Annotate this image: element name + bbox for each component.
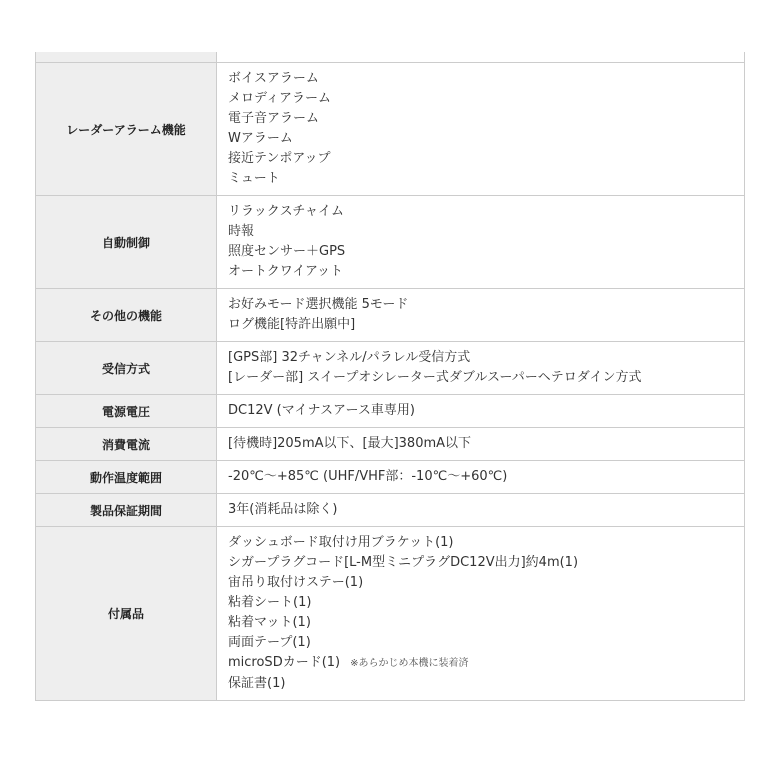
table-row-partial bbox=[36, 52, 745, 63]
spec-line: 保証書(1) bbox=[228, 676, 286, 691]
spec-line: シガープラグコード[L-M型ミニプラグDC12V出力]約4m(1) bbox=[228, 555, 579, 570]
spec-line: 電子音アラーム bbox=[228, 111, 320, 126]
spec-value-current bbox=[217, 428, 745, 461]
spec-label-radar-alarm: レーダーアラーム機能 bbox=[36, 63, 217, 196]
spec-table bbox=[35, 52, 745, 701]
spec-line: 粘着マット(1) bbox=[228, 615, 311, 630]
spec-line: ミュート bbox=[228, 171, 280, 186]
spec-label-current: 消費電流 bbox=[36, 428, 217, 461]
spec-label-warranty: 製品保証期間 bbox=[36, 494, 217, 527]
spec-line: [GPS部] 32チャンネル/パラレル受信方式 bbox=[228, 350, 471, 365]
table-row bbox=[36, 461, 745, 494]
spec-line: [レーダー部] スイープオシレーター式ダブルスーパーヘテロダイン方式 bbox=[228, 370, 642, 385]
spec-label-other-functions: その他の機能 bbox=[36, 289, 217, 342]
spec-value-cell bbox=[217, 52, 745, 63]
spec-value-warranty bbox=[217, 494, 745, 527]
spec-line: 3年(消耗品は除く) bbox=[228, 502, 338, 517]
table-row bbox=[36, 494, 745, 527]
spec-line-microsd bbox=[228, 653, 734, 674]
table-row bbox=[36, 527, 745, 701]
spec-line: [待機時]205mA以下、[最大]380mA以下 bbox=[228, 436, 472, 451]
spec-label-temperature: 動作温度範囲 bbox=[36, 461, 217, 494]
spec-line: リラックスチャイム bbox=[228, 204, 344, 219]
table-row bbox=[36, 395, 745, 428]
spec-line: メロディアラーム bbox=[228, 91, 331, 106]
table-row bbox=[36, 428, 745, 461]
spec-line: ダッシュボード取付け用ブラケット(1) bbox=[228, 535, 454, 550]
spec-line: ボイスアラーム bbox=[228, 71, 319, 86]
spec-label-cell bbox=[36, 52, 217, 63]
spec-line: オートクワイアット bbox=[228, 264, 344, 279]
spec-line: お好みモード選択機能 5モード bbox=[228, 297, 409, 312]
spec-note: ※あらかじめ本機に装着済 bbox=[350, 658, 469, 669]
spec-line-text: microSDカード(1) bbox=[228, 655, 341, 670]
spec-label-reception: 受信方式 bbox=[36, 342, 217, 395]
spec-value-reception bbox=[217, 342, 745, 395]
spec-line: 接近テンポアップ bbox=[228, 151, 331, 166]
spec-line: 宙吊り取付けステー(1) bbox=[228, 575, 364, 590]
spec-line: ログ機能[特許出願中] bbox=[228, 317, 356, 332]
spec-line: 粘着シート(1) bbox=[228, 595, 312, 610]
spec-value-auto-control bbox=[217, 196, 745, 289]
spec-line: -20℃～+85℃ (UHF/VHF部：-10℃～+60℃) bbox=[228, 469, 508, 484]
spec-line: DC12V (マイナスアース車専用) bbox=[228, 403, 415, 418]
spec-value-accessories bbox=[217, 527, 745, 701]
spec-line: 照度センサー＋GPS bbox=[228, 244, 346, 259]
table-row bbox=[36, 289, 745, 342]
spec-value-other-functions bbox=[217, 289, 745, 342]
spec-line: 時報 bbox=[228, 224, 255, 239]
spec-line: 両面テープ(1) bbox=[228, 635, 311, 650]
table-row bbox=[36, 342, 745, 395]
spec-label-auto-control: 自動制御 bbox=[36, 196, 217, 289]
spec-label-accessories: 付属品 bbox=[36, 527, 217, 701]
spec-line: Wアラーム bbox=[228, 131, 293, 146]
spec-value-radar-alarm bbox=[217, 63, 745, 196]
table-row bbox=[36, 196, 745, 289]
spec-value-temperature bbox=[217, 461, 745, 494]
spec-value-voltage bbox=[217, 395, 745, 428]
table-row bbox=[36, 63, 745, 196]
spec-label-voltage: 電源電圧 bbox=[36, 395, 217, 428]
